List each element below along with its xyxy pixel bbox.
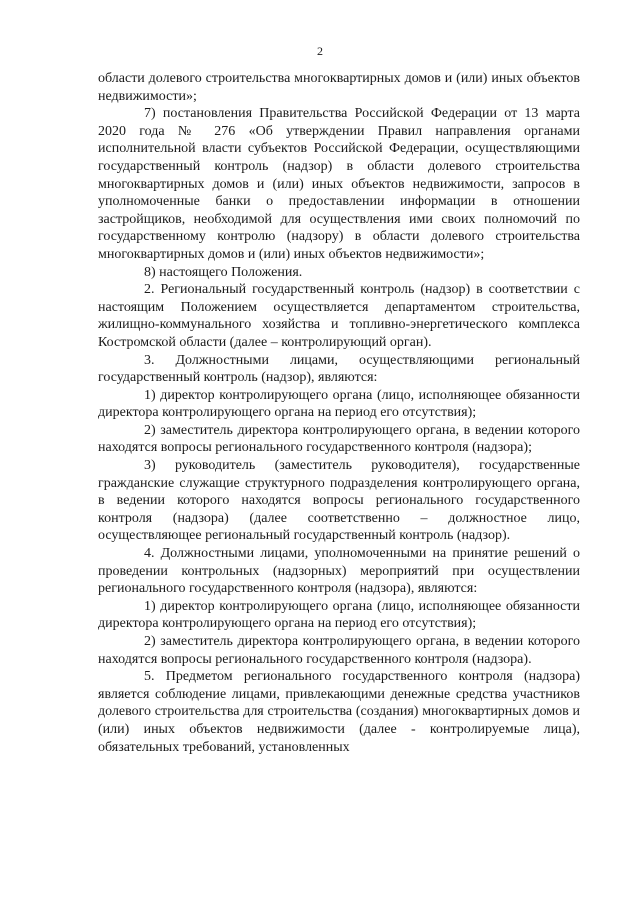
paragraph: 3. Должностными лицами, осуществляющими региональный государственный контроль (надзор), являются:: [98, 352, 580, 386]
page-number: 2: [317, 44, 323, 58]
paragraph: 3) руководитель (заместитель руководителя), государственные гражданские служащие структурного подразделения контролирующего органа, в ведении которого находятся вопросы регионального государственного контроля (надзора) (далее соответственно – должностное лицо, осуществляющее региональный государственный контроль (надзор).: [98, 458, 580, 544]
paragraph: 7) постановления Правительства Российской Федерации от 13 марта 2020 года № 276 «Об утверждении Правил направления органами исполнительной власти субъектов Российской Федерации, осуществляющими государственный контроль (надзор) в области долевого строительства многоквартирных домов и (или) иных объектов недвижимости, запросов в уполномоченные банки о предоставлении информации в отношении застройщиков, необходимой для осуществления ими своих полномочий по государственному контролю (надзору) в области долевого строительства многоквартирных домов и (или) иных объектов недвижимости»;: [98, 106, 580, 262]
paragraph: 1) директор контролирующего органа (лицо, исполняющее обязанности директора контролирующего органа на период его отсутствия);: [98, 387, 580, 421]
paragraph: 2. Региональный государственный контроль (надзор) в соответствии с настоящим Положением осуществляется департаментом строительства, жилищно-коммунального хозяйства и топливно-энергетического комплекса Костромской области (далее – контролирующий орган).: [98, 282, 580, 350]
paragraph: 2) заместитель директора контролирующего органа, в ведении которого находятся вопросы регионального государственного контроля (надзора);: [98, 422, 580, 456]
paragraph: 2) заместитель директора контролирующего органа, в ведении которого находятся вопросы регионального государственного контроля (надзора).: [98, 634, 580, 667]
paragraph: 8) настоящего Положения.: [144, 264, 303, 280]
paragraph: области долевого строительства многоквартирных домов и (или) иных объектов недвижимости»;: [98, 71, 580, 104]
paragraph: 5. Предметом регионального государственного контроля (надзора) является соблюдение лицами, привлекающими денежные средства участников долевого строительства для строительства (создания) многоквартирных домов и (или) иных объектов недвижимости (далее - контролируемые лица), обязательных требований, установленных: [98, 669, 580, 755]
paragraph: 1) директор контролирующего органа (лицо, исполняющее обязанности директора контролирующего органа на период его отсутствия);: [98, 598, 580, 632]
paragraph: 4. Должностными лицами, уполномоченными на принятие решений о проведении контрольных (надзорных) мероприятий при осуществлении регионального государственного контроля (надзора), являются:: [98, 546, 580, 597]
document-body: [98, 70, 580, 756]
